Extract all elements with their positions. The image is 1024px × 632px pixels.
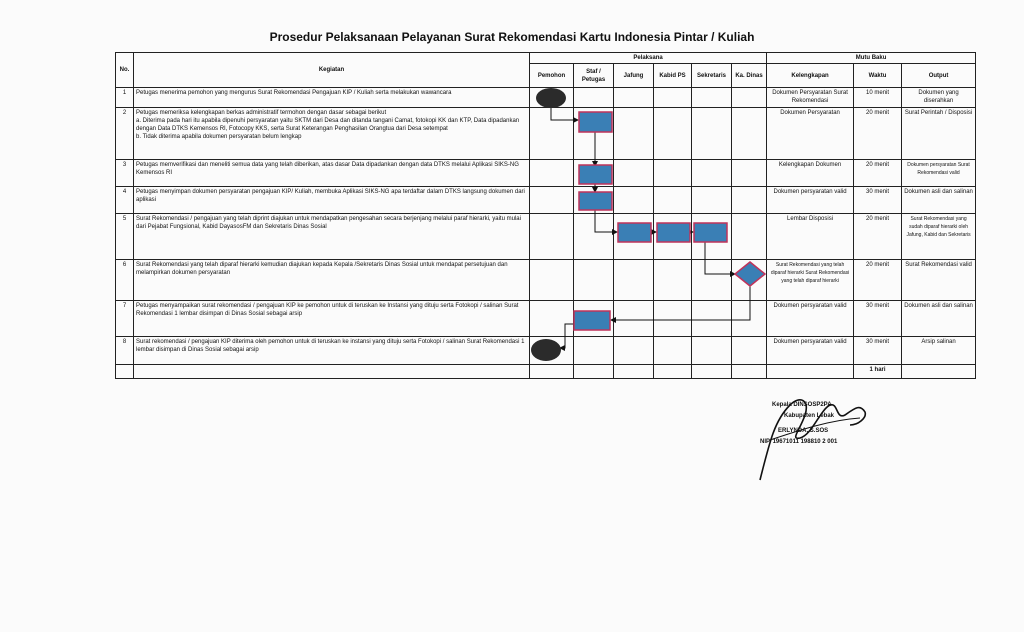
row-output: Dokumen persyaratan Surat Rekomendasi valid	[902, 160, 976, 187]
row-kegiatan: Petugas menyimpan dokumen persyaratan pengajuan KIP/ Kuliah, membuka Aplikasi SIKS-NG apa terdaftar dalam DTKS langsung dokumen dari aplikasi	[134, 187, 530, 214]
signature-block	[760, 400, 837, 448]
total-waktu: 1 hari	[854, 365, 902, 379]
table-row	[116, 88, 976, 108]
row-waktu: 10 menit	[854, 88, 902, 108]
header-mutu-baku: Mutu Baku	[767, 53, 976, 64]
row-no: 8	[116, 337, 134, 365]
table-row	[116, 160, 976, 187]
row-kelengkapan: Dokumen persyaratan valid	[767, 337, 854, 365]
header-kegiatan: Kegiatan	[134, 53, 530, 88]
row-kelengkapan: Lembar Disposisi	[767, 214, 854, 260]
row-waktu: 30 menit	[854, 187, 902, 214]
row-kelengkapan: Dokumen persyaratan valid	[767, 301, 854, 337]
signature-title-2: Kabupaten Lebak	[784, 413, 835, 419]
header-kabid: Kabid PS	[654, 64, 692, 88]
row-output: Surat Perintah / Disposisi	[902, 108, 976, 160]
row-kegiatan: Petugas memverifikasi dan meneliti semua data yang telah diberikan, atas dasar Data dipadankan dengan data DTKS melalui Aplikasi SIKS-NG Kemensos RI	[134, 160, 530, 187]
header-staf: Staf / Petugas	[574, 64, 614, 88]
header-no: No.	[116, 53, 134, 88]
row-kelengkapan: Dokumen Persyaratan	[767, 108, 854, 160]
table-row	[116, 187, 976, 214]
header-pemohon: Pemohon	[530, 64, 574, 88]
row-no: 5	[116, 214, 134, 260]
row-waktu: 30 menit	[854, 301, 902, 337]
signature-title: Kepala DINSOSP2PA	[772, 402, 832, 408]
row-output: Dokumen asli dan salinan	[902, 187, 976, 214]
row-kelengkapan: Surat Rekomendasi yang telah diparaf hierarki Surat Rekomendasi yang telah diparaf hierarki	[767, 260, 854, 301]
row-output: Dokumen asli dan salinan	[902, 301, 976, 337]
row-no: 7	[116, 301, 134, 337]
row-kelengkapan: Dokumen Persyaratan Surat Rekomendasi	[767, 88, 854, 108]
row-no: 1	[116, 88, 134, 108]
row-no: 3	[116, 160, 134, 187]
row-kegiatan: Petugas menyampaikan surat rekomendasi / pengajuan KIP ke pemohon untuk di teruskan ke Instansi yang dituju serta Fotokopi / salinan Surat Rekomendasi 1 lembar disimpan di Dinas Sosial sebagai arsip	[134, 301, 530, 337]
row-output: Surat Rekomendasi valid	[902, 260, 976, 301]
header-waktu: Waktu	[854, 64, 902, 88]
header-output: Output	[902, 64, 976, 88]
row-kegiatan: Surat Rekomendasi / pengajuan yang telah diprint diajukan untuk mendapatkan pengesahan secara berjenjang melalui paraf hierarki, yaitu mulai dari Pejabat Fungsional, Kabid DayasosFM dan Sekretaris Dinas Sosial	[134, 214, 530, 260]
row-waktu: 30 menit	[854, 337, 902, 365]
page-title: Prosedur Pelaksanaan Pelayanan Surat Rekomendasi Kartu Indonesia Pintar / Kuliah	[269, 30, 755, 44]
row-waktu: 20 menit	[854, 160, 902, 187]
row-no: 2	[116, 108, 134, 160]
header-kelengkapan: Kelengkapan	[767, 64, 854, 88]
row-kegiatan: Surat Rekomendasi yang telah diparaf hierarki kemudian diajukan kepada Kepala /Sekretaris Dinas Sosial untuk mendapat persetujuan dan melampirkan dokumen persyaratan	[134, 260, 530, 301]
sop-table	[115, 52, 976, 379]
table-row	[116, 260, 976, 301]
table-row-total	[116, 365, 976, 379]
row-kegiatan: Petugas menerima pemohon yang mengurus Surat Rekomendasi Pengajuan KIP / Kuliah serta melakukan wawancara	[134, 88, 530, 108]
row-kegiatan: Surat rekomendasi / pengajuan KIP diterima oleh pemohon untuk di teruskan ke instansi yang dituju serta Fotokopi / salinan Surat Rekomendasi 1 lembar disimpan di Dinas Sosial sebagai arsip	[134, 337, 530, 365]
table-row	[116, 337, 976, 365]
header-jafung: Jafung	[614, 64, 654, 88]
row-output: Surat Rekomendasi yang sudah diparaf hierarki oleh Jafung, Kabid dan Sekretaris	[902, 214, 976, 260]
signature-name: ERLYNDA, S.SOS	[778, 428, 829, 434]
table-row	[116, 108, 976, 160]
table-row	[116, 301, 976, 337]
row-no: 6	[116, 260, 134, 301]
header-kadinas: Ka. Dinas	[732, 64, 767, 88]
row-kelengkapan: Kelengkapan Dokumen	[767, 160, 854, 187]
table-row	[116, 214, 976, 260]
row-kelengkapan: Dokumen persyaratan valid	[767, 187, 854, 214]
row-output: Arsip salinan	[902, 337, 976, 365]
row-kegiatan: Petugas memeriksa kelengkapan berkas administratif termohon dengan dasar sebagai berikut a. Diterima pada hari itu apabila dipenuhi persyaratan yaitu SKTM dari Desa dan ditanda tangani Camat, fotokopi KK dan KTP, Data dipadankan dengan Data DTKS Kemensos RI, Fotocopy KKS, serta Surat Keterangan Penghasilan Orangtua dari Desa setempat b. Tidak diterima apabila dokumen persyaratan belum lengkap	[134, 108, 530, 160]
row-waktu: 20 menit	[854, 260, 902, 301]
row-waktu: 20 menit	[854, 108, 902, 160]
header-sekretaris: Sekretaris	[692, 64, 732, 88]
header-pelaksana: Pelaksana	[530, 53, 767, 64]
row-output: Dokumen yang diserahkan	[902, 88, 976, 108]
signature-nip: NIP. 19671011 198810 2 001	[760, 439, 838, 445]
row-waktu: 20 menit	[854, 214, 902, 260]
row-no: 4	[116, 187, 134, 214]
